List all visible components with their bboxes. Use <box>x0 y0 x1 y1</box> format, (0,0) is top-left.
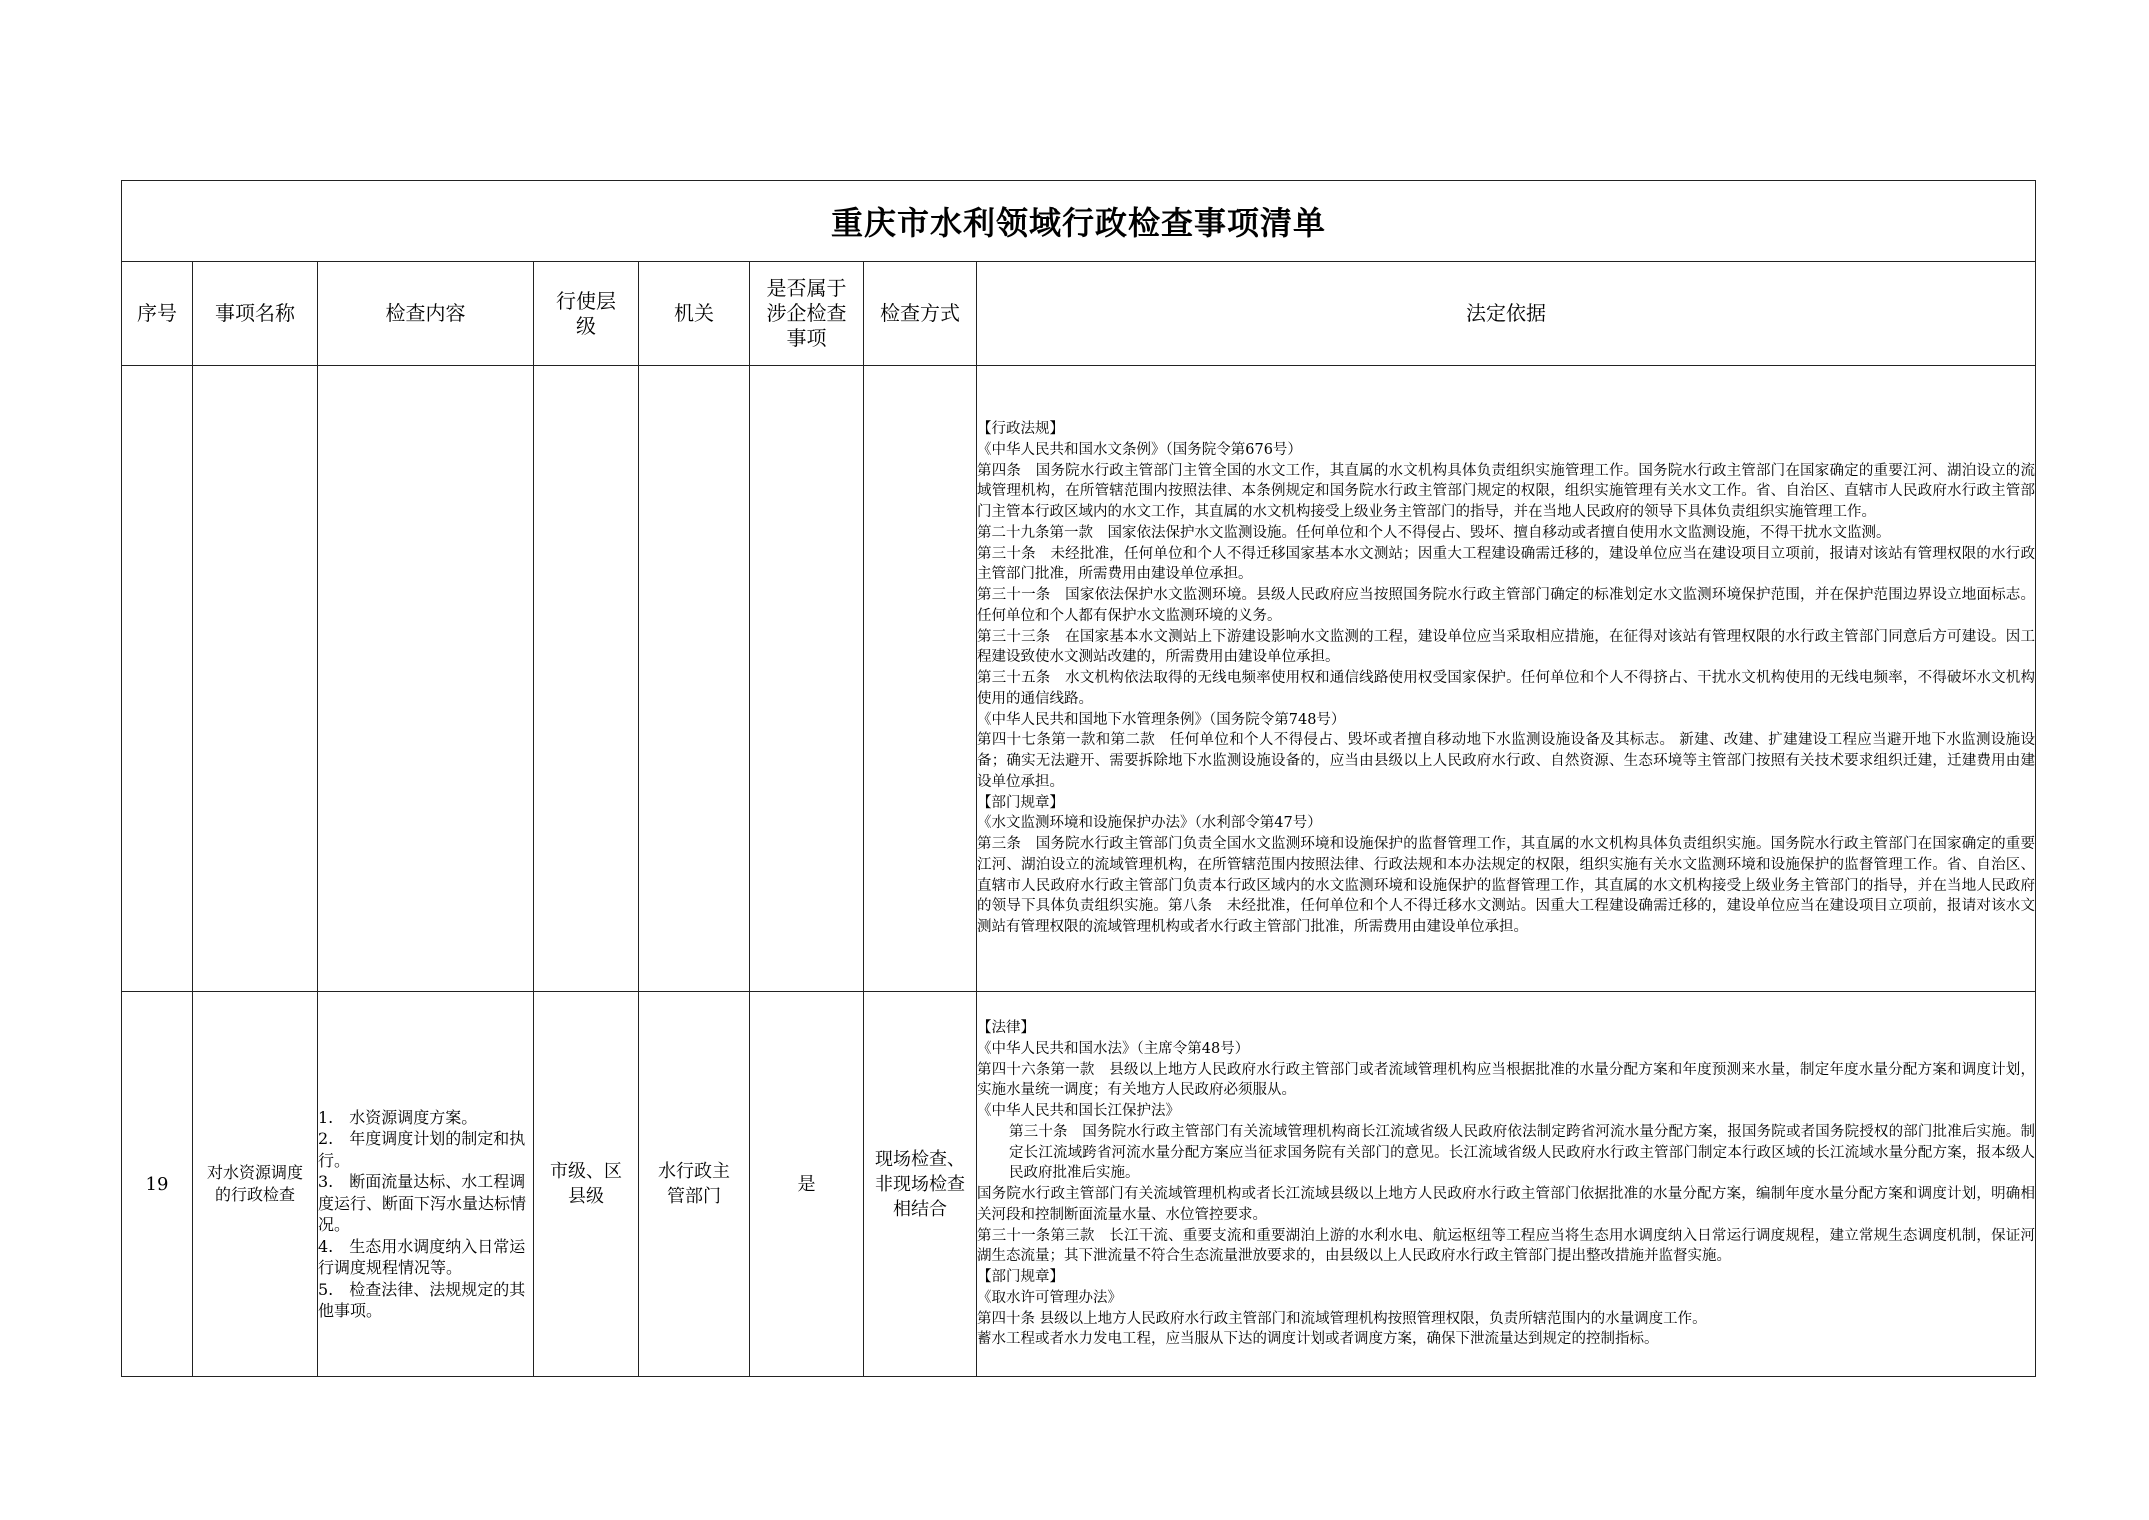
basis-line: 第三十条 国务院水行政主管部门有关流域管理机构商长江流域省级人民政府依法制定跨省河流水量分配方案，报国务院或者国务院授权的部门批准后实施。制定长江流域跨省河流水量分配方案应当征求国务院有关部门的意见。长江流域省级人民政府水行政主管部门制定本行政区域的长江流域水量分配方案，报本级人民政府批准后实施。 <box>1009 1123 2036 1182</box>
content-cell <box>318 992 534 1377</box>
seq-cell: 19 <box>122 992 193 1377</box>
basis-line: 第二十九条第一款 国家依法保护水文监测设施。任何单位和个人不得侵占、毁坏、擅自移动或者擅自使用水文监测设施，不得干扰水文监测。 <box>977 524 1891 541</box>
basis-line: 《取水许可管理办法》 <box>977 1289 1122 1306</box>
level-text: 市级、区县级 <box>550 1161 622 1207</box>
method-text: 现场检查、非现场检查相结合 <box>875 1148 965 1220</box>
basis-line: 《中华人民共和国地下水管理条例》（国务院令第748号） <box>977 711 1346 728</box>
content-item: 4. 生态用水调度纳入日常运行调度规程情况等。 <box>318 1236 526 1277</box>
basis-line: 第三十五条 水文机构依法取得的无线电频率使用权和通信线路使用权受国家保护。任何单位和个人不得挤占、干扰水文机构使用的无线电频率，不得破坏水文机构使用的通信线路。 <box>977 670 2036 707</box>
header-row <box>122 262 2036 366</box>
seq-cell <box>122 366 193 992</box>
legal-basis-cell <box>977 992 2036 1377</box>
header-basis: 法定依据 <box>977 262 2036 366</box>
name-cell <box>193 366 318 992</box>
legal-basis-cell <box>977 366 2036 992</box>
method-cell <box>864 366 977 992</box>
agency-cell <box>639 992 750 1377</box>
name-cell <box>193 992 318 1377</box>
content-cell <box>318 366 534 992</box>
table-row <box>122 366 2036 992</box>
agency-cell <box>639 366 750 992</box>
basis-line: 《水文监测环境和设施保护办法》（水利部令第47号） <box>977 815 1322 832</box>
basis-line: 第三十条 未经批准，任何单位和个人不得迁移国家基本水文测站；因重大工程建设确需迁移的，建设单位应当在建设项目立项前，报请对该站有管理权限的水行政主管部门批准，所需费用由建设单位承担。 <box>977 545 2036 583</box>
inspection-items-table <box>121 180 2036 1377</box>
header-agency: 机关 <box>639 262 750 366</box>
basis-line: 蓄水工程或者水力发电工程，应当服从下达的调度计划或者调度方案，确保下泄流量达到规定的控制指标。 <box>977 1331 1659 1348</box>
basis-line: 《中华人民共和国水法》（主席令第48号） <box>977 1040 1250 1057</box>
content-item: 2. 年度调度计划的制定和执行。 <box>318 1129 526 1170</box>
basis-line: 第三十一条 国家依法保护水文监测环境。县级人民政府应当按照国务院水行政主管部门确定的标准划定水文监测环境保护范围，并在保护范围边界设立地面标志。任何单位和个人都有保护水文监测环境的义务。 <box>977 587 2036 624</box>
level-cell <box>534 992 639 1377</box>
header-content: 检查内容 <box>318 262 534 366</box>
basis-line: 第四条 国务院水行政主管部门主管全国的水文工作，其直属的水文机构具体负责组织实施管理工作。国务院水行政主管部门在国家确定的重要江河、湖泊设立的流域管理机构，在所管辖范围内按照法律、本条例规定和国务院水行政主管部门规定的权限，组织实施管理有关水文工作。省、自治区、直辖市人民政府水行政主管部门主管本行政区域内的水文工作，其直属的水文机构接受上级业务主管部门的指导，并在当地人民政府的领导下具体负责组织实施管理工作。 <box>977 462 2036 521</box>
table-row <box>122 992 2036 1377</box>
basis-line: 【法律】 <box>977 1020 1035 1036</box>
header-level-text: 行使层级 <box>556 288 616 338</box>
basis-line: 【部门规章】 <box>977 794 1064 811</box>
basis-line: 国务院水行政主管部门有关流域管理机构或者长江流域县级以上地方人民政府水行政主管部门依据批准的水量分配方案，编制年度水量分配方案和调度计划，明确相关河段和控制断面流量水量、水位管控要求。 <box>977 1186 2036 1223</box>
basis-line: 《中华人民共和国长江保护法》 <box>977 1103 1180 1119</box>
enterprise-cell: 是 <box>750 992 864 1377</box>
method-cell <box>864 992 977 1377</box>
basis-line: 【行政法规】 <box>977 421 1064 438</box>
basis-line: 【部门规章】 <box>977 1269 1064 1285</box>
level-cell <box>534 366 639 992</box>
header-method: 检查方式 <box>864 262 977 366</box>
table-title: 重庆市水利领域行政检查事项清单 <box>122 181 2036 262</box>
basis-line: 第三十三条 在国家基本水文测站上下游建设影响水文监测的工程，建设单位应当采取相应措施，在征得对该站有管理权限的水行政主管部门同意后方可建设。因工程建设致使水文测站改建的，所需费用由建设单位承担。 <box>977 628 2036 666</box>
header-enterprise-text: 是否属于涉企检查事项 <box>766 276 847 350</box>
header-name: 事项名称 <box>193 262 318 366</box>
content-item: 5. 检查法律、法规规定的其他事项。 <box>318 1279 526 1320</box>
content-item: 3. 断面流量达标、水工程调度运行、断面下泻水量达标情况。 <box>318 1172 527 1234</box>
basis-line: 第三十一条第三款 长江干流、重要支流和重要湖泊上游的水利水电、航运枢纽等工程应当将生态用水调度纳入日常运行调度规程，建立常规生态调度机制，保证河湖生态流量；其下泄流量不符合生态流量泄放要求的，由县级以上人民政府水行政主管部门提出整改措施并监督实施。 <box>977 1227 2036 1265</box>
item-name: 对水资源调度的行政检查 <box>206 1163 303 1204</box>
enterprise-cell <box>750 366 864 992</box>
basis-line: 第四十七条第一款和第二款 任何单位和个人不得侵占、毁坏或者擅自移动地下水监测设施设备及其标志。 新建、改建、扩建建设工程应当避开地下水监测设施设备；确实无法避开、需要拆除地下水监测设施设备的，应当由县级以上人民政府水行政、自然资源、生态环境等主管部门按照有关技术要求组织迁建，迁建费用由建设单位承担。 <box>977 732 2036 790</box>
basis-line: 第三条 国务院水行政主管部门负责全国水文监测环境和设施保护的监督管理工作，其直属的水文机构具体负责组织实施。国务院水行政主管部门在国家确定的重要江河、湖泊设立的流域管理机构，在所管辖范围内按照法律、行政法规和本办法规定的权限，组织实施有关水文监测环境和设施保护的监督管理工作。省、自治区、直辖市人民政府水行政主管部门负责本行政区域内的水文监测环境和设施保护的监督管理工作，其直属的水文机构接受上级业务主管部门的指导，并在当地人民政府的领导下具体负责组织实施。第八条 未经批准，任何单位和个人不得迁移水文测站。因重大工程建设确需迁移的，建设单位应当在建设项目立项前，报请对该水文测站有管理权限的流域管理机构或者水行政主管部门批准，所需费用由建设单位承担。 <box>977 836 2036 936</box>
header-seq: 序号 <box>122 262 193 366</box>
basis-line: 第四十六条第一款 县级以上地方人民政府水行政主管部门或者流域管理机构应当根据批准的水量分配方案和年度预测来水量，制定年度水量分配方案和调度计划，实施水量统一调度；有关地方人民政府必须服从。 <box>977 1061 2036 1099</box>
basis-line: 第四十条 县级以上地方人民政府水行政主管部门和流域管理机构按照管理权限，负责所辖范围内的水量调度工作。 <box>977 1310 1707 1327</box>
content-item: 1. 水资源调度方案。 <box>318 1107 478 1127</box>
header-level <box>534 262 639 366</box>
basis-line: 《中华人民共和国水文条例》（国务院令第676号） <box>977 441 1302 458</box>
header-enterprise <box>750 262 864 366</box>
agency-text: 水行政主管部门 <box>658 1161 730 1207</box>
